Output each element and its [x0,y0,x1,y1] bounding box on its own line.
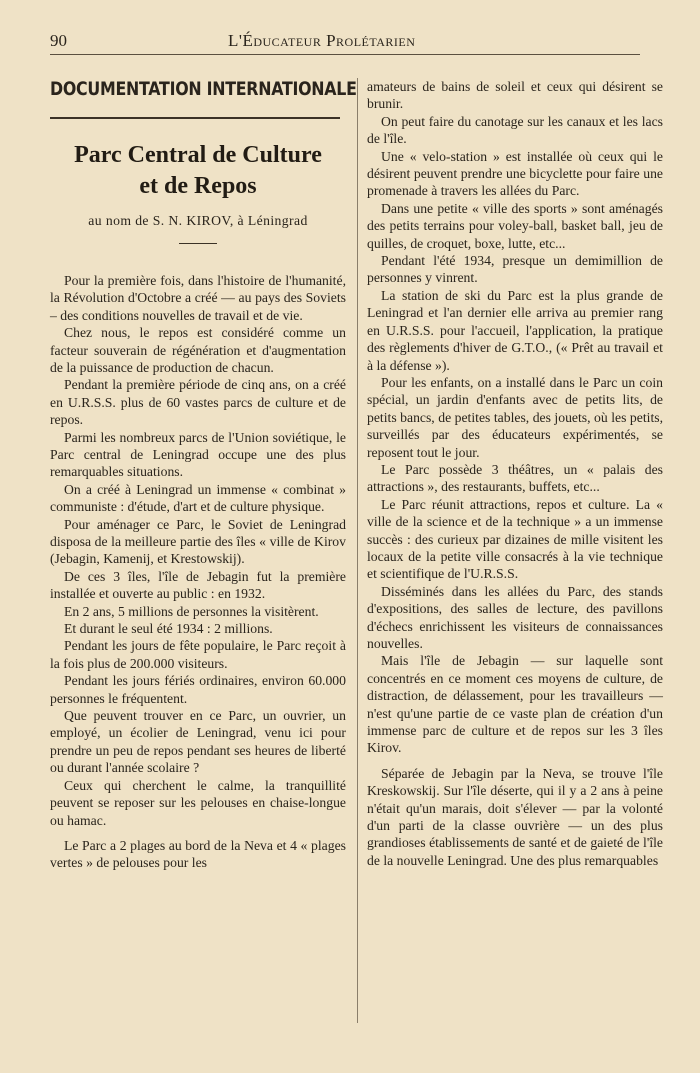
section-heading: DOCUMENTATION INTERNATIONALE [50,79,357,100]
journal-title: L'Éducateur Prolétarien [228,31,416,50]
paragraph: Pour les enfants, on a installé dans le Parc un coin spécial, un jardin d'enfants avec de petits lits, de petits bancs, de petites tables, des jouets, où les petits, surveillés par des éducateurs expérimentés, se reposent tout le jour. [367,374,663,460]
paragraph: Parmi les nombreux parcs de l'Union soviétique, le Parc central de Leningrad occupe une des plus remarquables situations. [50,429,346,480]
paragraph: Que peuvent trouver en ce Parc, un ouvrier, un employé, un écolier de Leningrad, venu ici pour prendre un peu de repos pendant ses heures de liberté ou durant l'année scolaire ? [50,708,346,776]
column-divider [357,78,358,1023]
paragraph: Ceux qui cherchent le calme, la tranquillité peuvent se reposer sur les pelouses en chaise-longue ou hamac. [50,777,346,828]
paragraph: Pour la première fois, dans l'histoire de l'humanité, la Révolution d'Octobre a créé — au pays des Soviets – des conditions nouvelles de travail et de vie. [50,272,346,323]
paragraph: On a créé à Leningrad un immense « combinat » communiste : d'étude, d'art et de culture physique. [50,481,346,515]
paragraph: Chez nous, le repos est considéré comme un facteur souverain de régénération et d'augmentation de la puissance de production de chacun. [50,325,346,375]
paragraph: Pendant l'été 1934, presque un demimillion de personnes y vinrent. [367,253,663,286]
article-title-line-2: et de Repos [139,172,257,199]
paragraph: Une « velo-station » est installée où ceux qui le désirent peuvent prendre une bicyclette pour faire une promenade à travers les allées du Parc. [367,148,663,199]
paragraph: Pendant les jours de fête populaire, le Parc reçoit à la fois plus de 200.000 visiteurs. [50,638,346,671]
paragraph: Le Parc a 2 plages au bord de la Neva et 4 « plages vertes » de pelouses pour les [50,837,346,871]
article-title [50,140,346,202]
paragraph: Le Parc réunit attractions, repos et culture. La « ville de la science et de la technique » a un immense succès : des curieux par dizaines de mille visitent les locaux de la petite ville consacrés à la vie technique et scientifique de l'U.R.S.S. [367,496,663,582]
paragraph: Disséminés dans les allées du Parc, des stands d'expositions, des salles de lecture, des pavillons d'échecs enrichissent les visiteurs de connaissances nouvelles. [367,583,663,651]
paragraph: De ces 3 îles, l'île de Jebagin fut la première installée et ouverte au public : en 1932. [50,568,346,602]
paragraph: Et durant le seul été 1934 : 2 millions. [64,621,273,637]
left-column [50,75,357,872]
paragraph: Pendant les jours fériés ordinaires, environ 60.000 personnes le fréquentent. [50,673,346,706]
paragraph: Mais l'île de Jebagin — sur laquelle sont concentrés en ce moment ces moyens de culture, de distraction, de délassement, pour les travailleurs — n'est qu'une partie de ce vaste plan de création d'un immense parc de culture et de repos sur les 3 îles Kirov. [367,653,663,756]
paragraph-continuation: amateurs de bains de soleil et ceux qui désirent se brunir. [367,79,663,112]
page-number: 90 [50,31,67,50]
heading-divider [50,117,340,119]
article-title-line-1: Parc Central de Culture [74,141,322,168]
paragraph: Le Parc possède 3 théâtres, un « palais des attractions », des restaurants, buffets, etc... [367,461,663,495]
header-divider [50,54,640,55]
paragraph: Dans une petite « ville des sports » sont aménagés des petits terrains pour voley-ball, basket ball, jeu de quilles, de croquet, boxe, lutte, etc... [367,200,663,251]
paragraph: Pendant la première période de cinq ans, on a créé en U.R.S.S. plus de 60 vastes parcs de culture et de repos. [50,377,346,428]
paragraph: Séparée de Jebagin par la Neva, se trouve l'île Kreskowskij. Sur l'île déserte, qui il y a 2 ans à peine n'était qu'un marais, doit s'élever — par la volonté d'un parti de la classe ouvrière — un des plus grandioses établissements de santé et de gaieté de l'île de la nouvelle Leningrad. Une des plus remarquables [367,765,663,868]
title-divider [179,243,217,244]
paragraph: Pour aménager ce Parc, le Soviet de Leningrad disposa de la meilleure partie des îles « ville de Kirov (Jebagin, Kamenij, et Krestowskij). [50,516,346,567]
running-head [50,27,640,55]
article-subtitle: au nom de S. N. KIROV, à Léningrad [88,212,308,228]
paragraph: En 2 ans, 5 millions de personnes la visitèrent. [64,603,319,619]
right-column [367,78,663,869]
paragraph: On peut faire du canotage sur les canaux et les lacs de l'île. [367,113,663,147]
paragraph: La station de ski du Parc est la plus grande de Leningrad et l'an dernier elle arriva au premier rang en U.R.S.S. pour l'accueil, l'application, la pratique des règlements d'hiver de G.T.O., (« Prêt au travail et à la défense »). [367,287,663,373]
